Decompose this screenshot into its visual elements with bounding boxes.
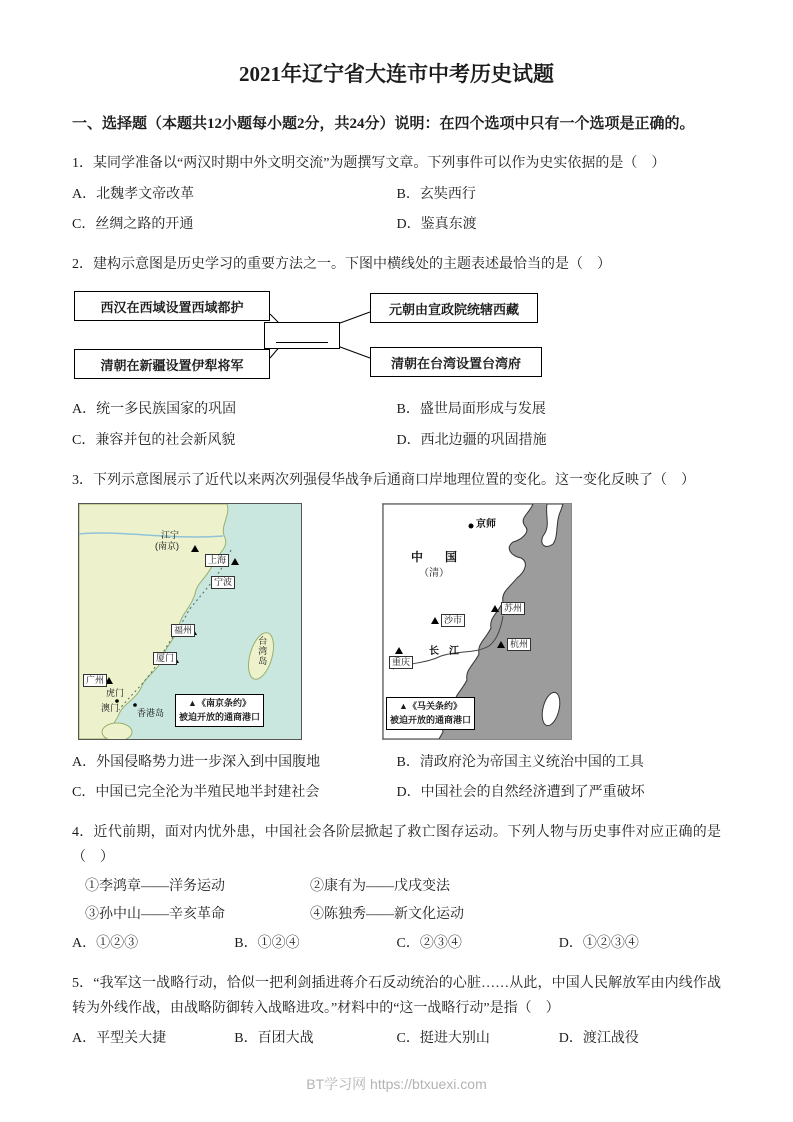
label-xianggangdao: 香港岛 [137, 708, 165, 719]
question-3-options [72, 748, 721, 808]
question-1-options [72, 180, 721, 240]
question-2-text: 建构示意图是历史学习的重要方法之一。下图中横线处的主题表述最恰当的是（ ） [93, 256, 611, 272]
option-c: C．挺进大别山 [396, 1031, 490, 1047]
label-jingshi: 京师 [476, 519, 496, 531]
question-2-options [72, 395, 721, 455]
question-1-text: 某同学准备以“两汉时期中外文明交流”为题撰写文章。下列事件可以作为史实依据的是（ ） [93, 156, 666, 172]
question-3-number: 3． [72, 472, 93, 488]
diagram-box-yuanchao-xizang: 元朝由宣政院统辖西藏 [370, 293, 538, 323]
label-humen: 虎门 [106, 688, 125, 699]
option-c: C．兼容并包的社会新风貌 [72, 432, 236, 448]
label-qing: （清） [419, 568, 449, 580]
option-d: D．西北边疆的巩固措施 [396, 432, 547, 448]
label-jiangning-sub: (南京) [155, 541, 179, 552]
section-header: 一、选择题（本题共12小题每小题2分，共24分）说明：在四个选项中只有一个选项是正确的。 [72, 116, 695, 132]
option-a: A．统一多民族国家的巩固 [72, 402, 237, 418]
question-4-stem [72, 821, 721, 870]
question-1 [72, 152, 721, 240]
option-b: B．百团大战 [234, 1031, 314, 1047]
question-5-options [72, 1024, 721, 1054]
question-4-items [72, 873, 721, 929]
concept-diagram [74, 285, 546, 385]
page-title: 2021年辽宁省大连市中考历史试题 [239, 62, 554, 86]
label-taiwandao: 台湾岛 [257, 636, 268, 667]
blank-line [276, 329, 328, 343]
question-3-text: 下列示意图展示了近代以来两次列强侵华战争后通商口岸地理位置的变化。这一变化反映了（ ） [93, 472, 695, 488]
capital-marker-icon [469, 524, 474, 529]
option-a: A．平型关大捷 [72, 1031, 167, 1047]
label-zhongguo: 中 国 [411, 550, 463, 565]
map-caption-maguan-treaty [386, 697, 475, 730]
question-4-number: 4． [72, 825, 94, 841]
option-d: D．①②③④ [558, 936, 639, 952]
diagram-box-xihan-xiyu: 西汉在西域设置西域都护 [74, 291, 270, 321]
caption-line-2: 被迫开放的通商港口 [179, 711, 261, 722]
label-shanghai: 上海 [205, 554, 229, 567]
item-3: ③孙中山——辛亥革命 [85, 907, 225, 923]
label-jiangning: 江宁 [161, 530, 180, 541]
question-2-stem [72, 253, 721, 278]
diagram-box-qingchao-xinjiang: 清朝在新疆设置伊犁将军 [74, 349, 270, 379]
item-4: ④陈独秀——新文化运动 [310, 907, 464, 923]
option-b: B．玄奘西行 [396, 186, 476, 202]
option-a: A．①②③ [72, 936, 139, 952]
treaty-port-maps [78, 503, 721, 740]
question-2-number: 2． [72, 256, 93, 272]
caption-line-1: ▲《马关条约》 [399, 701, 462, 712]
question-5 [72, 972, 721, 1054]
diagram-center-blank-box [264, 322, 340, 349]
map-nanjing-treaty [78, 503, 302, 740]
question-5-stem [72, 972, 721, 1021]
option-b: B．①②④ [234, 936, 300, 952]
label-xiamen: 厦门 [153, 652, 177, 665]
option-d: D．鉴真东渡 [396, 216, 477, 232]
question-1-number: 1． [72, 156, 93, 172]
diagram-box-qingchao-taiwan: 清朝在台湾设置台湾府 [370, 347, 542, 377]
label-aomen: 澳门 [101, 703, 120, 714]
option-c: C．中国已完全沦为半殖民地半封建社会 [72, 785, 320, 801]
item-1: ①李鸿章——洋务运动 [85, 879, 225, 895]
question-4-options [72, 929, 721, 959]
place-dot-icon [133, 703, 137, 707]
option-c: C．丝绸之路的开通 [72, 216, 194, 232]
label-chongqing: 重庆 [389, 656, 413, 669]
label-guangzhou: 广州 [83, 674, 107, 687]
option-b: B．盛世局面形成与发展 [396, 402, 546, 418]
map-caption-nanjing-treaty [175, 694, 264, 727]
option-d: D．渡江战役 [558, 1031, 639, 1047]
label-changjiang: 长 江 [429, 646, 459, 658]
item-2: ②康有为——戊戌变法 [310, 879, 450, 895]
option-d: D．中国社会的自然经济遭到了严重破坏 [396, 785, 645, 801]
question-5-text: “我军这一战略行动，恰似一把利剑插进蒋介石反动统治的心脏……从此，中国人民解放军由内线作战转为外线作战，由战略防御转入战略进攻。”材料中的“这一战略行动”是指（ ） [72, 976, 722, 1016]
label-suzhou: 苏州 [501, 602, 525, 615]
map-maguan-treaty [382, 503, 572, 740]
question-3-stem [72, 469, 721, 494]
question-5-number: 5． [72, 976, 94, 992]
hainan-island [102, 723, 132, 739]
label-fuzhou: 福州 [171, 624, 195, 637]
caption-line-1: ▲《南京条约》 [188, 698, 251, 709]
question-4 [72, 821, 721, 959]
label-shashi: 沙市 [441, 614, 465, 627]
question-1-stem [72, 152, 721, 177]
watermark-footer: BT学习网 https://btxuexi.com [306, 1076, 487, 1092]
option-c: C．②③④ [396, 936, 462, 952]
option-a: A．外国侵略势力进一步深入到中国腹地 [72, 755, 321, 771]
caption-line-2: 被迫开放的通商港口 [390, 714, 472, 725]
question-3 [72, 469, 721, 809]
option-b: B．清政府沦为帝国主义统治中国的工具 [396, 755, 644, 771]
option-a: A．北魏孝文帝改革 [72, 186, 195, 202]
label-ningbo: 宁波 [211, 576, 235, 589]
label-hangzhou: 杭州 [507, 638, 531, 651]
question-2 [72, 253, 721, 456]
question-4-text: 近代前期，面对内忧外患，中国社会各阶层掀起了救亡图存运动。下列人物与历史事件对应正确的是（ ） [72, 825, 722, 865]
